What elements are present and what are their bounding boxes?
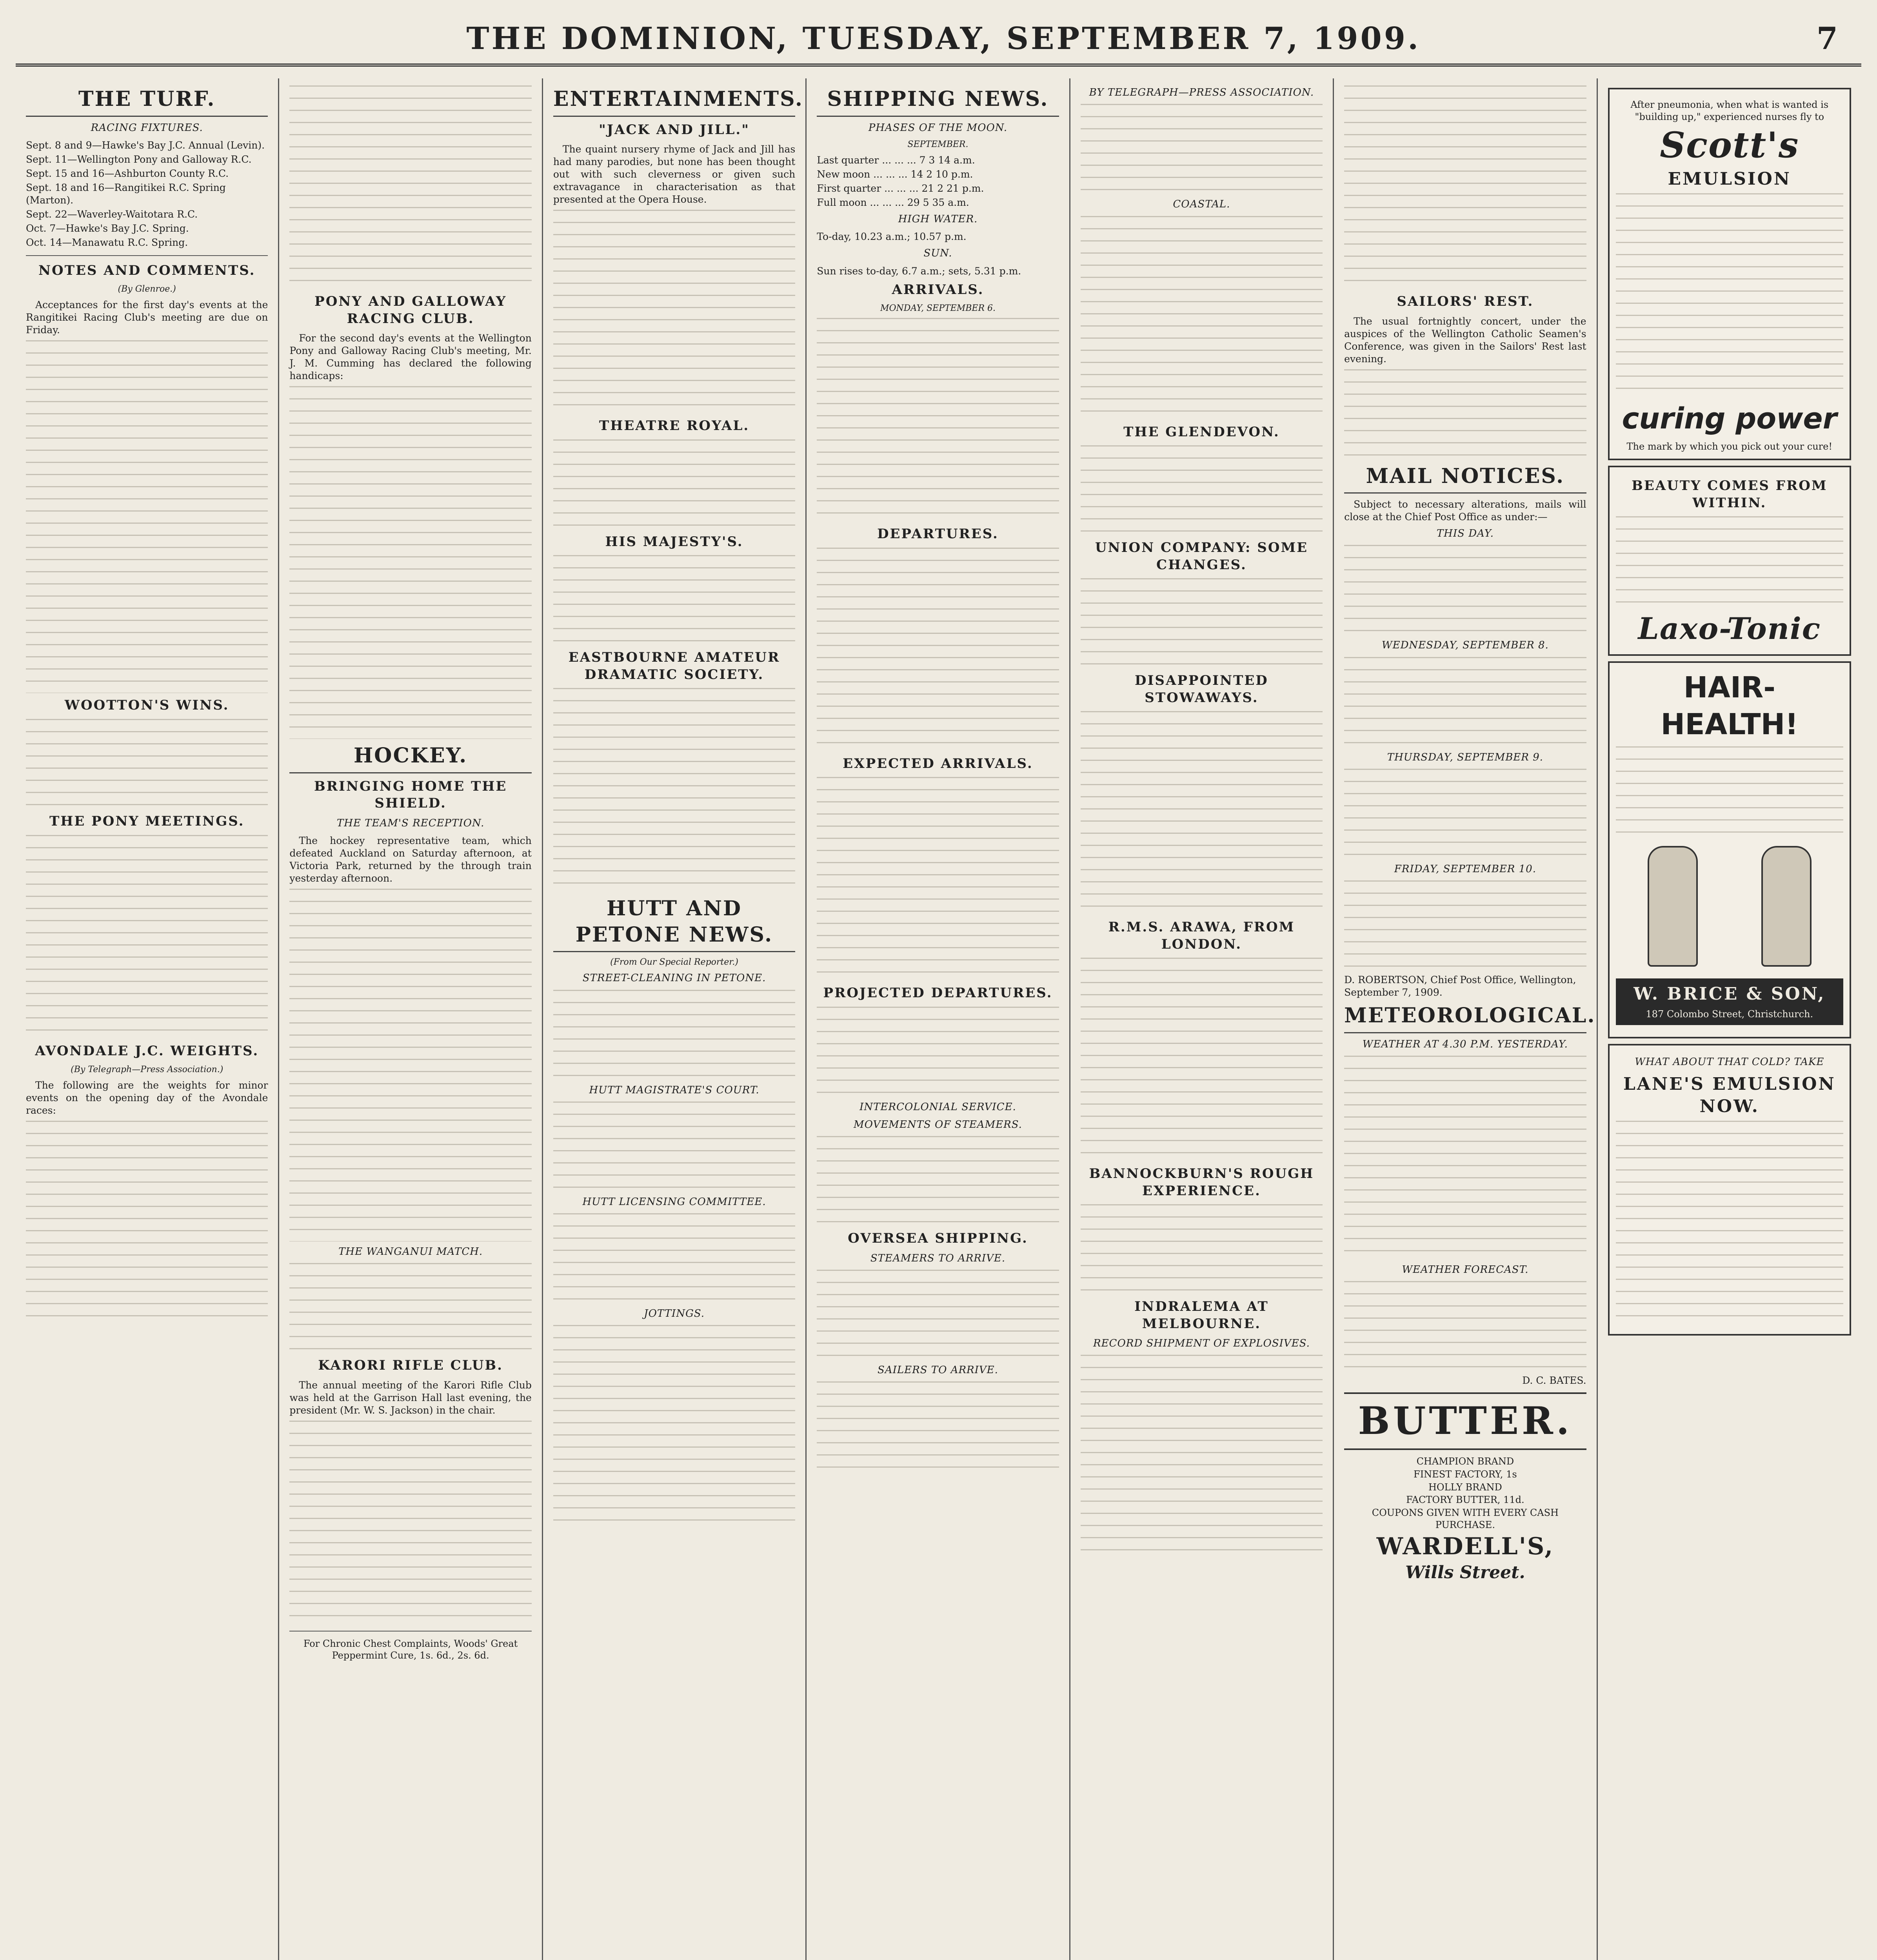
press-association-heading: BY TELEGRAPH—PRESS ASSOCIATION. <box>1089 87 1314 98</box>
text-body <box>817 1007 1059 1097</box>
mail-friday: FRIDAY, SEPTEMBER 10. <box>1394 863 1536 875</box>
text-body <box>553 688 795 892</box>
butter-ad-heading: BUTTER. <box>1344 1392 1586 1450</box>
text-body <box>26 1121 268 1325</box>
avondale-heading: AVONDALE J.C. WEIGHTS. <box>35 1043 259 1059</box>
text-body <box>1081 958 1323 1161</box>
moon-phase: Full moon ... ... ... 29 5 35 a.m. <box>817 196 969 208</box>
column-shipping <box>807 78 1070 1960</box>
text-body <box>26 835 268 1039</box>
text-body <box>1081 1204 1323 1294</box>
sailors-rest-heading: SAILORS' REST. <box>1397 294 1534 309</box>
text-body <box>1344 369 1586 459</box>
text-body <box>1081 104 1323 194</box>
glendevon-heading: THE GLENDEVON. <box>1123 424 1280 440</box>
text-body <box>1344 1281 1586 1371</box>
notes-byline: (By Glenroe.) <box>118 284 176 294</box>
text-body <box>289 85 531 289</box>
hair-health-heading: HAIR-HEALTH! <box>1661 670 1799 742</box>
departures-heading: DEPARTURES. <box>877 526 999 542</box>
shipping-heading: SHIPPING NEWS. <box>817 86 1059 117</box>
portrait-after <box>1761 846 1812 967</box>
text-body <box>26 340 268 693</box>
text-body <box>553 439 795 530</box>
oversea-shipping-heading: OVERSEA SHIPPING. <box>848 1230 1028 1247</box>
text-body <box>1344 657 1586 747</box>
column-notices <box>1334 78 1597 1960</box>
licensing-committee-heading: HUTT LICENSING COMMITTEE. <box>582 1196 766 1208</box>
projected-departures-heading: PROJECTED DEPARTURES. <box>823 985 1053 1001</box>
text-body <box>553 990 795 1080</box>
moon-phase: New moon ... ... ... 14 2 10 p.m. <box>817 168 973 180</box>
text-body <box>817 1270 1059 1360</box>
expected-arrivals-heading: EXPECTED ARRIVALS. <box>843 755 1033 771</box>
column-hockey <box>279 78 543 1960</box>
mail-signature: D. ROBERTSON, Chief Post Office, Wellington, September 7, 1909. <box>1344 974 1576 998</box>
lanes-title: LANE'S EMULSION NOW. <box>1623 1074 1836 1116</box>
notes-heading: NOTES AND COMMENTS. <box>38 262 256 278</box>
reception-paragraph: The hockey representative team, which defeated Auckland on Saturday afternoon, at Victoria Park, returned by the through train yesterday afternoon. <box>289 835 532 884</box>
avondale-paragraph: The following are the weights for minor events on the opening day of the Avondale races: <box>26 1080 268 1116</box>
text-body <box>553 555 795 645</box>
union-company-heading: UNION COMPANY: SOME CHANGES. <box>1095 540 1308 573</box>
columns <box>16 78 1861 1960</box>
text-body <box>1344 1056 1586 1259</box>
high-water-heading: HIGH WATER. <box>898 213 978 225</box>
page-number: 7 <box>1816 21 1838 56</box>
text-body <box>1081 1355 1323 1559</box>
pony-meetings-heading: THE PONY MEETINGS. <box>49 813 245 829</box>
text-body <box>289 386 531 739</box>
fixture-line: Oct. 14—Manawatu R.C. Spring. <box>26 236 188 248</box>
sailers-to-arrive-heading: SAILERS TO ARRIVE. <box>878 1364 998 1376</box>
indralema-heading: INDRALEMA AT MELBOURNE. <box>1134 1299 1269 1332</box>
eastbourne-heading: EASTBOURNE AMATEUR DRAMATIC SOCIETY. <box>568 650 780 682</box>
notes-paragraph: Acceptances for the first day's events at the Rangitikei Racing Club's meeting are due on Friday. <box>26 299 268 336</box>
moon-phase: Last quarter ... ... ... 7 3 14 a.m. <box>817 154 975 166</box>
brice-address: 187 Colombo Street, Christchurch. <box>1646 1009 1813 1020</box>
portrait-before <box>1648 846 1698 967</box>
wanganui-heading: THE WANGANUI MATCH. <box>338 1245 483 1258</box>
stowaways-heading: DISAPPOINTED STOWAWAYS. <box>1135 673 1268 706</box>
karori-paragraph: The annual meeting of the Karori Rifle Club was held at the Garrison Hall last evening, the president (Mr. W. S. Jackson) in the chair. <box>289 1379 532 1416</box>
scotts-intro: After pneumonia, when what is wanted is "building up," experienced nurses fly to <box>1630 99 1829 122</box>
fixture-line: Sept. 18 and 16—Rangitikei R.C. Spring (Marton). <box>26 181 226 206</box>
pony-club-paragraph: For the second day's events at the Wellington Pony and Galloway Racing Club's meeting, Mr. J. M. Cumming has declared the following handicaps: <box>289 332 532 382</box>
fixture-line: Sept. 22—Waverley-Waitotara R.C. <box>26 208 198 220</box>
scotts-title: Scott's <box>1660 124 1799 166</box>
bannockburn-heading: BANNOCKBURN'S ROUGH EXPERIENCE. <box>1089 1166 1314 1199</box>
curing-power: curing power <box>1622 401 1837 436</box>
forecast-signature: D. C. BATES. <box>1522 1375 1586 1387</box>
meteorological-heading: METEOROLOGICAL. <box>1344 1003 1586 1033</box>
divider <box>289 1631 531 1632</box>
text-body <box>553 1325 795 1529</box>
butter-brand: FINEST FACTORY, 1s <box>1414 1468 1517 1480</box>
racing-fixtures-heading: RACING FIXTURES. <box>91 122 203 134</box>
text-body <box>1616 1121 1843 1325</box>
text-body <box>1081 711 1323 915</box>
mail-this-day: THIS DAY. <box>1436 528 1494 540</box>
text-body <box>1344 769 1586 859</box>
avondale-byline: (By Telegraph—Press Association.) <box>71 1065 223 1075</box>
moon-month: SEPTEMBER. <box>907 139 968 149</box>
arrivals-date: MONDAY, SEPTEMBER 6. <box>880 303 996 314</box>
butter-brand: CHAMPION BRAND <box>1416 1456 1514 1467</box>
explosives-heading: RECORD SHIPMENT OF EXPLOSIVES. <box>1093 1338 1310 1350</box>
text-body <box>1081 445 1323 535</box>
text-body <box>1616 193 1843 397</box>
high-water-text: To-day, 10.23 a.m.; 10.57 p.m. <box>817 231 967 243</box>
fixture-line: Sept. 15 and 16—Ashburton County R.C. <box>26 167 229 179</box>
text-body <box>1344 85 1586 289</box>
fixture-line: Sept. 11—Wellington Pony and Galloway R.C. <box>26 153 252 165</box>
wills-street: Wills Street. <box>1405 1563 1525 1583</box>
brice-banner <box>1616 978 1843 1025</box>
magistrates-court-heading: HUTT MAGISTRATE'S COURT. <box>589 1084 760 1096</box>
text-body <box>553 1102 795 1192</box>
turf-heading: THE TURF. <box>26 86 268 117</box>
fixture-line: Sept. 8 and 9—Hawke's Bay J.C. Annual (Levin). <box>26 139 265 151</box>
hockey-heading: HOCKEY. <box>289 743 531 773</box>
butter-brand: HOLLY BRAND <box>1428 1481 1502 1493</box>
moon-heading: PHASES OF THE MOON. <box>868 122 1008 134</box>
intercolonial-heading: INTERCOLONIAL SERVICE. <box>859 1101 1016 1113</box>
beauty-heading: BEAUTY COMES FROM WITHIN. <box>1632 478 1828 511</box>
lanes-emulsion-ad <box>1608 1044 1851 1336</box>
sun-heading: SUN. <box>923 247 952 260</box>
text-body <box>817 777 1059 981</box>
text-body <box>26 719 268 809</box>
mail-notices-paragraph: Subject to necessary alterations, mails will close at the Chief Post Office as under:— <box>1344 499 1586 523</box>
text-body <box>1081 216 1323 420</box>
jack-jill-heading: "JACK AND JILL." <box>599 122 750 138</box>
fixture-line: Oct. 7—Hawke's Bay J.C. Spring. <box>26 222 189 234</box>
text-body <box>289 1421 531 1624</box>
masthead-title: THE DOMINION, TUESDAY, SEPTEMBER 7, 1909. <box>466 21 1421 56</box>
scotts-emulsion-ad <box>1608 88 1851 460</box>
column-turf <box>16 78 279 1960</box>
his-majestys-heading: HIS MAJESTY'S. <box>605 534 743 550</box>
lanes-heading: WHAT ABOUT THAT COLD? TAKE <box>1635 1056 1824 1068</box>
entertainments-heading: ENTERTAINMENTS. <box>553 86 795 117</box>
arrivals-heading: ARRIVALS. <box>892 281 984 298</box>
text-body <box>1616 746 1843 837</box>
text-body <box>817 548 1059 751</box>
street-cleaning-heading: STREET-CLEANING IN PETONE. <box>582 972 766 984</box>
text-body <box>817 1136 1059 1226</box>
hair-health-ad <box>1608 661 1851 1038</box>
arawa-heading: R.M.S. ARAWA, FROM LONDON. <box>1108 919 1295 952</box>
steamers-to-arrive-heading: STEAMERS TO ARRIVE. <box>870 1252 1006 1264</box>
forecast-heading: WEATHER FORECAST. <box>1402 1263 1529 1276</box>
movements-heading: MOVEMENTS OF STEAMERS. <box>854 1118 1022 1131</box>
laxo-tonic-ad <box>1608 466 1851 655</box>
coupons-text: COUPONS GIVEN WITH EVERY CASH PURCHASE. <box>1372 1507 1559 1530</box>
jottings-heading: JOTTINGS. <box>644 1308 705 1320</box>
butter-brand: FACTORY BUTTER, 11d. <box>1406 1494 1524 1506</box>
mail-notices-heading: MAIL NOTICES. <box>1344 463 1586 494</box>
divider <box>26 255 268 256</box>
text-body <box>553 210 795 414</box>
hutt-byline: (From Our Special Reporter.) <box>610 957 738 967</box>
laxo-tonic-title: Laxo-Tonic <box>1638 611 1821 646</box>
hockey-subheading: BRINGING HOME THE SHIELD. <box>314 778 507 811</box>
masthead <box>16 20 1861 67</box>
pony-club-heading: PONY AND GALLOWAY RACING CLUB. <box>314 294 507 327</box>
mail-wednesday: WEDNESDAY, SEPTEMBER 8. <box>1381 639 1549 652</box>
text-body <box>1344 545 1586 635</box>
reception-heading: THE TEAM'S RECEPTION. <box>336 817 485 829</box>
theatre-royal-heading: THEATRE ROYAL. <box>599 418 750 434</box>
moon-phase: First quarter ... ... ... 21 2 21 p.m. <box>817 182 984 194</box>
hair-portraits <box>1616 840 1843 973</box>
wardells-name: WARDELL'S, <box>1376 1533 1554 1561</box>
column-shipping-continued <box>1070 78 1334 1960</box>
column-entertainments <box>543 78 807 1960</box>
karori-heading: KARORI RIFLE CLUB. <box>318 1357 503 1374</box>
scotts-caption: The mark by which you pick out your cure! <box>1626 441 1833 452</box>
text-body <box>289 889 531 1241</box>
wootton-heading: WOOTTON'S WINS. <box>64 697 229 713</box>
sailors-rest-paragraph: The usual fortnightly concert, under the auspices of the Wellington Catholic Seamen's Conference, was given in the Sailors' Rest last evening. <box>1344 315 1586 365</box>
hutt-petone-heading: HUTT AND PETONE NEWS. <box>553 896 795 952</box>
peppermint-ad: For Chronic Chest Complaints, Woods' Great Peppermint Cure, 1s. 6d., 2s. 6d. <box>303 1638 518 1661</box>
column-ads <box>1598 78 1861 1960</box>
scotts-subtitle: EMULSION <box>1668 169 1792 189</box>
jack-jill-paragraph: The quaint nursery rhyme of Jack and Jill has had many parodies, but none has been thought out with such cleverness or given such extravagance in characterisation as that presented at the Opera House. <box>553 143 796 205</box>
text-body <box>817 1381 1059 1472</box>
coastal-heading: COASTAL. <box>1173 198 1230 211</box>
text-body <box>817 318 1059 522</box>
mail-thursday: THURSDAY, SEPTEMBER 9. <box>1387 751 1543 763</box>
brice-name: W. BRICE & SON, <box>1634 984 1826 1004</box>
sun-text: Sun rises to-day, 6.7 a.m.; sets, 5.31 p.m. <box>817 265 1021 277</box>
text-body <box>1081 578 1323 668</box>
text-body <box>553 1213 795 1303</box>
text-body <box>1344 880 1586 971</box>
text-body <box>289 1263 531 1353</box>
text-body <box>1616 516 1843 606</box>
weather-heading: WEATHER AT 4.30 P.M. YESTERDAY. <box>1362 1038 1568 1050</box>
